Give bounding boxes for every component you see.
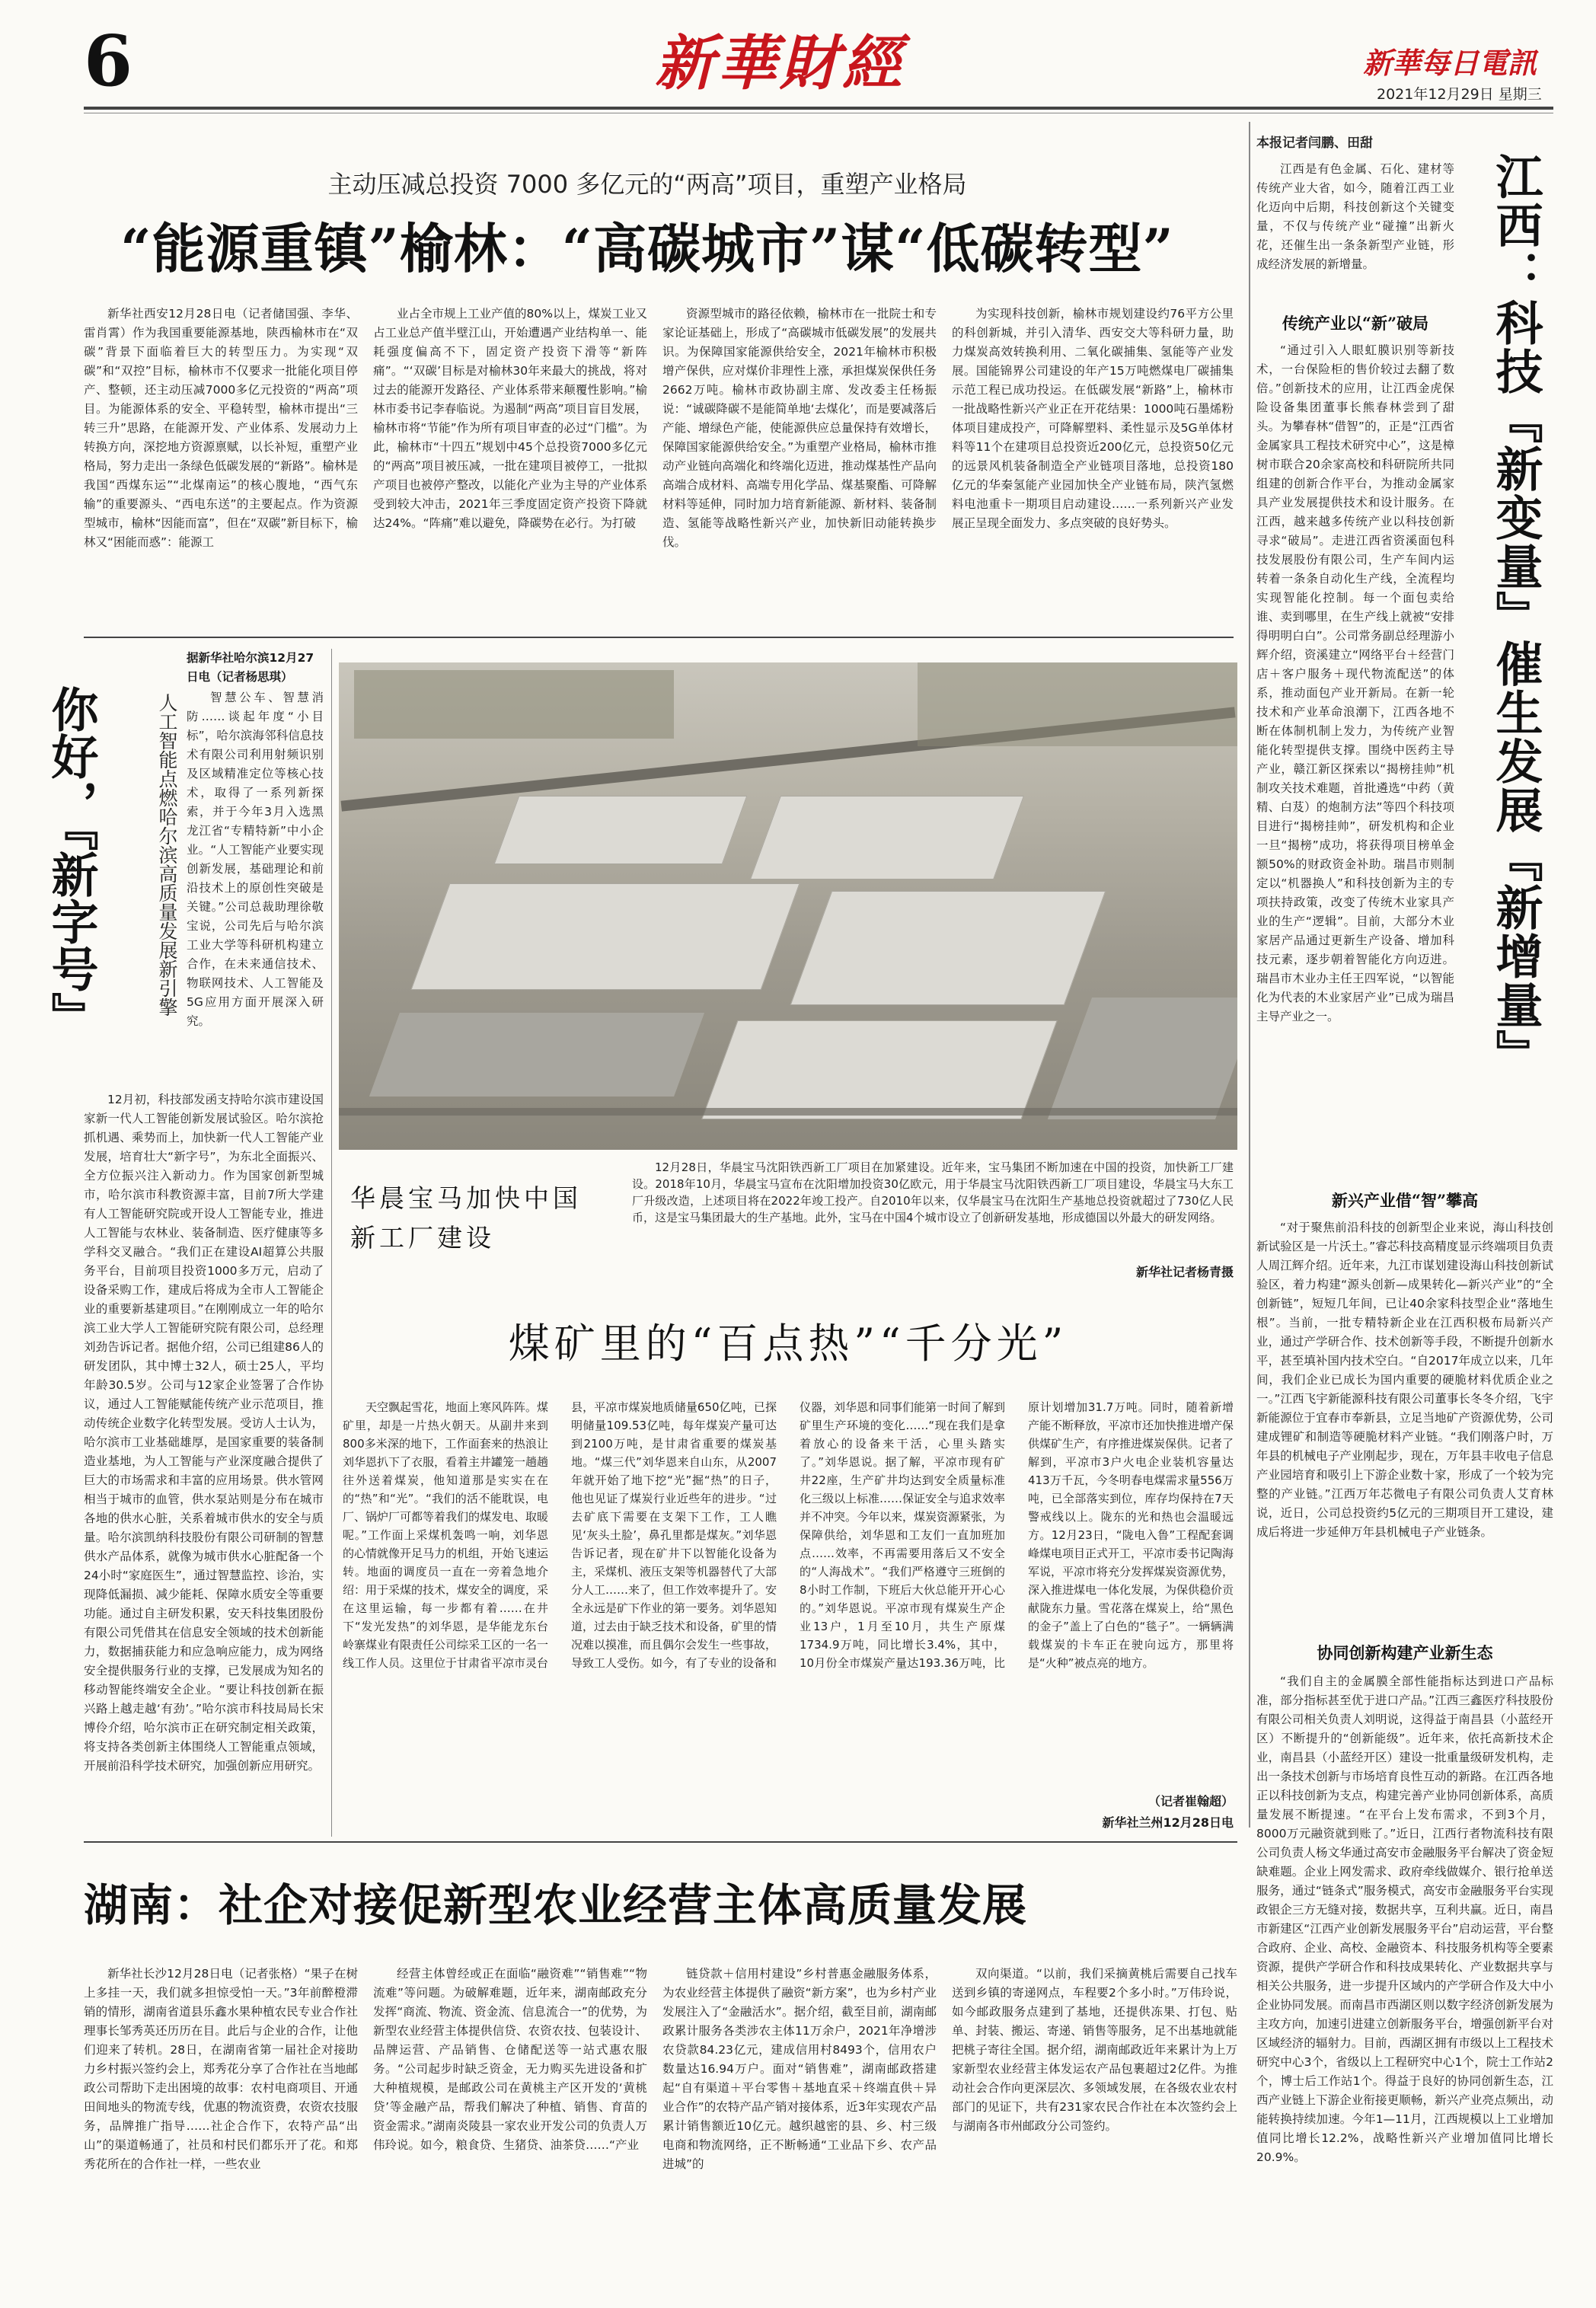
hunan-column-2: 经营主体曾经或正在面临“融资难”“销售难”“物流难”等问题。为破解难题，近年来，湖南邮政充分发挥“商流、物流、资金流、信息流合一”的优势，为新型农业经营主体提供信贷、农资农技、包装设计、品牌运营、产品销售、仓储配送等一站式惠农服务。“公司起步时缺乏资金，无力购买先进设备和扩大种植规模，是邮政公司在黄桃主产区开发的‘黄桃贷’等金融产品，帮我们解决了种植、销售、育苗的资金需求。”湖南炎陵县一家农业开发公司的负责人万伟玲说。如今，粮食贷、生猪贷、油茶贷……“产业 <box>373 1967 647 2152</box>
coal-credit: （记者崔翰超） <box>1148 1794 1234 1808</box>
coal-headline: 煤矿里的“百点热”“千分光” <box>508 1320 1068 1368</box>
harbin-dateline: 据新华社哈尔滨12月27日电（记者杨思琪） <box>187 651 314 684</box>
harbin-divider <box>331 649 332 1837</box>
jiangxi-subhead-2: 新兴产业借“智”攀高 <box>1331 1191 1479 1210</box>
lead-column-3: 资源型城市的路径依赖，榆林市在一批院士和专家论证基础上，形成了“高碳城市低碳发展”的发展共识。为保障国家能源供给安全，2021年榆林市积极增产保供，应对煤价非理性上涨，承担煤炭保供任务2662万吨。榆林市政协副主席、发改委主任杨振说：“诚碳降碳不是能简单地‘去煤化’，而是要减落后产能、增绿色产能，使能源供应总量保持有效增长，保障国家能源供给安全。”为重塑产业格局，榆林市推动产业链向高端化和终端化迈进，推动煤基性产品向高端合成材料、高端专用化学品、煤基聚酯、可降解材料等延伸，同时加力培育新能源、新材料、装备制造、氢能等战略性新兴产业，加快新旧动能转换步伐。 <box>662 307 937 549</box>
issue-date: 2021年12月29日 星期三 <box>1377 86 1542 103</box>
jiangxi-section-2-text: “对于聚焦前沿科技的创新型企业来说，海山科技创新试验区是一片沃土。”睿芯科技高精度显示终端项目负责人周江辉介绍。近年来，九江市谋划建设海山科技创新试验区，着力构建“源头创新—成果转化—新兴产业”的“全创新链”，短短几年间，已让40余家科技型企业“落地生根”。当前，一批专精特新企业在江西积极布局新兴产业，通过产学研合作、技术创新等手段，不断提升创新水平，甚至填补国内技术空白。“自2017年成立以来，几年间，我们企业已成长为国内重要的硬脆材料优质企业之一。”江西飞宇新能源科技有限公司董事长冬冬介绍，飞宇新能源位于宜春市奉新县，立足当地矿产资源优势，公司建成锂矿和制造等硬脆材料产业链。“我们刚落户时，万年县的机械电子产业刚起步，现在，万年县丰收电子信息产业园培育和吸引上下游企业数十家，形成了一个较为完整的产业链。”江西万年芯微电子有限公司负责人艾育林说，近日，公司总投资约5亿元的三期项目开工建设，建成后将进一步延伸万年县机械电子产业链条。 <box>1256 1221 1553 1539</box>
hunan-column-4: 双向渠道。“以前，我们采摘黄桃后需要自己找车送到乡镇的寄递网点，车程要2个多小时。”万伟玲说，如今邮政服务点建到了基地，还提供冻果、打包、贴单、封装、搬运、寄递、销售等服务，足不出基地就能把桃子寄往全国。据介绍，湖南邮政近年来累计为上万家新型农业经营主体发运农产品包裹超过2亿件。为推动社会合作向更深层次、多领域发展，在各级农业农村部门的见证下，共有231家农民合作社在本次签约会上与湖南各市州邮政分公司签约。 <box>952 1967 1237 2133</box>
masthead-rule <box>84 107 1553 110</box>
lead-column-2: 业占全市规上工业产值的80%以上，煤炭工业又占工业总产值半壁江山，开始遭遇产业结构单一、能耗强度偏高不下，固定资产投资下滑等“新阵痛”。“‘双碳’目标是对榆林30年来最大的挑战，将对过去的能源开发路径、产业体系带来颠覆性影响。”榆林市委书记李春临说。为遏制“两高”项目盲目发展，榆林市将“节能”作为所有项目审查的必过“门槛”。为此，榆林市“十四五”规划中45个总投资7000多亿元的“两高”项目被压减，一批在建项目被停工，一批拟产项目也被停产整改，以能化产业为主导的产业体系受到较大冲击，2021年三季度固定资产投资下降就达24%。“阵痛”难以避免，降碳势在必行。为打破 <box>373 307 647 530</box>
jiangxi-section-1-text: “通过引入人眼虹膜识别等新技术，一台保险柜的售价较过去翻了数倍。”创新技术的应用，让江西金虎保险设备集团董事长熊春林尝到了甜头。为攀春林“借智”的，正是“江西省金属家具工程技术研究中心”，这是樟树市联合20余家高校和科研院所共同组建的创新合作平台，为推动金属家具产业发展提供技术和设计服务。在江西，越来越多传统产业以科技创新寻求“破局”。走进江西省资溪面包科技发展股份有限公司，生产车间内运转着一条条自动化生产线，全流程均实现智能化控制。每一个面包卖给谁、卖到哪里，在生产线上就被“安排得明明白白”。公司常务副总经理游小辉介绍，资溪建立“网络平台＋经营门店＋客户服务＋现代物流配送”的体系，推动面包产业开新局。在新一轮技术和产业革命浪潮下，江西各地不断在体制机制上发力，为传统产业智能化转型提供支撑。围绕中医药主导产业，赣江新区探索以“揭榜挂帅”机制攻关技术难题，首批遴选“中药（黄精、白芨）的炮制方法”等四个科技项目进行“揭榜挂帅”，研发机构和企业一旦“揭榜”成功，将获得项目榜单金额50%的财政资金补助。瑞昌市则制定以“机器换人”和科技创新为主的专项扶持政策，改变了传统木业家具产业的生产“逻辑”。目前，大部分木业家居产品通过更新生产设备、增加科技元素，逐步朝着智能化方向迈进。瑞昌市木业办主任王四军说，“以智能化为代表的木业家居产业”已成为瑞昌主导产业之一。 <box>1256 343 1454 1023</box>
brand-logo: 新華每日電訊 <box>1363 46 1537 80</box>
coal-dateline: 新华社兰州12月28日电 <box>1102 1815 1234 1830</box>
jiangxi-subhead-3: 协同创新构建产业新生态 <box>1317 1643 1493 1662</box>
hunan-headline: 湖南：社企对接促新型农业经营主体高质量发展 <box>84 1879 1028 1931</box>
jiangxi-subhead-1: 传统产业以“新”破局 <box>1282 314 1429 333</box>
coal-body: 天空飘起雪花，地面上寒风阵阵。煤矿里，却是一片热火朝天。从副井来到800多米深的地下，工作面套来的热浪让刘华恩扒下了衣服，看着主井罐笼一趟趟往外送着煤炭，他知道那是实实在在的“热”和“光”。“我们的活不能耽误，电厂、锅炉厂可都等着我们的煤发电、取暖呢。”工作面上采煤机轰鸣一响，刘华恩的心情就像开足马力的机组，开始飞速运转。地面的调度员一直在一旁着急地介绍：用于采煤的技术，煤安全的调度，采在这里运输，每一步都有着……在井下“发光发热”的刘华恩，是华能龙东台岭寨煤业有限责任公司综采工区的一名一线工作人员。这里位于甘肃省平凉市灵台县，平凉市煤炭地质储量650亿吨，已探明储量109.53亿吨，每年煤炭产量可达到2100万吨，是甘肃省重要的煤炭基地。“煤三代”刘华恩来自山东，从2007年就开始了地下挖“光”掘“热”的日子，他也见证了煤炭行业近些年的进步。“过去矿底下需要在支架下工作，工人瞧见‘灰头土脸’，鼻孔里都是煤灰。”刘华恩告诉记者，现在矿井下以智能化设备为主，采煤机、液压支架等机器替代了大部分人工……来了，但工作效率提升了。安全永远是矿下作业的第一要务。刘华恩知道，过去由于缺乏技术和设备，矿里的情况难以摸准，而且偶尔会发生一些事故，导致工人受伤。如今，有了专业的设备和仪器，刘华恩和同事们能第一时间了解到矿里生产环境的变化……“现在我们是拿着放心的设备来干活，心里头踏实了。”刘华恩说。据了解，平凉市现有矿井22座，生产矿井均达到安全质量标准化三级以上标准……保证安全与追求效率并不冲突。今年以来，煤炭资源紧张，为保障供给，刘华恩和工友们一直加班加点……效率，不再需要用落后又不安全的“人海战术”。“我们严格遵守三班倒的8小时工作制，下班后大伙总能开开心心的。”刘华恩说。平凉市现有煤炭生产企业13户，1月至10月，共生产原煤1734.9万吨，同比增长3.4%，其中，10月份全市煤炭产量达193.36万吨，比原计划增加31.7万吨。同时，随着新增产能不断释放，平凉市还加快推进增产保供煤矿生产，有序推进煤炭保供。记者了解到，平凉市3户火电企业装机容量达413万千瓦，今冬明春电煤需求量556万吨，已全部落实到位，库存均保持在7天警戒线以上。陇东的光和热也会温暖远方。12月23日，“陇电入鲁”工程配套调峰煤电项目正式开工，平凉市委书记陶海军说，平凉市将充分发挥煤炭资源优势，深入推进煤电一体化发展，为保供稳价贡献陇东力量。雪花落在煤炭上，给“黑色的金子”盖上了白色的“毯子”。一辆辆满载煤炭的卡车正在驶向远方，那里将是“火种”被点亮的地方。 <box>343 1400 1234 1670</box>
section-title: 新華財經 <box>655 29 905 98</box>
photo-caption-title: 华晨宝马加快中国新工厂建设 <box>350 1183 582 1253</box>
lead-column-1: 新华社西安12月28日电（记者储国强、李华、雷肖霄）作为我国重要能源基地，陕西榆林市在“双碳”背景下面临着巨大的转型压力。为实现“双碳”和“双控”目标，榆林市不仅要求一批能化项目停产、整顿，还主动压减7000多亿元投资的“两高”项目。为能源体系的安全、平稳转型，榆林市提出“三转三升”思路，在能源开发、产业体系、发展动力上转换方向，深挖地方资源禀赋，以长补短，重塑产业格局，努力走出一条绿色低碳发展的“新路”。榆林是我国“西煤东运”“北煤南运”的核心腹地，“西气东输”的重要源头、“西电东送”的主要起点。作为资源型城市，榆林“因能而富”，但在“双碳”新目标下，榆林又“困能而惑”：能源工 <box>84 307 358 549</box>
harbin-text-bottom: 12月初，科技部发函支持哈尔滨市建设国家新一代人工智能创新发展试验区。哈尔滨抢抓机遇、乘势而上，加快新一代人工智能产业发展，培育壮大“新字号”，为东北全面振兴、全方位振兴注入新动力。作为国家创新型城市，哈尔滨市科教资源丰富，目前7所大学建有人工智能研究院或开设人工智能专业，推进人工智能与农林业、装备制造、医疗健康等多学科交叉融合。“我们正在建设AI超算公共服务平台，目前项目投资1000多万元，启动了设备采购工作，建成后将成为全市人工智能企业的重要新基建项目。”在刚刚成立一年的哈尔滨工业大学人工智能研究院有限公司，总经理刘劲告诉记者。据他介绍，公司已组建86人的研发团队，其中博士32人，硕士25人，平均年龄30.5岁。公司与12家企业签署了合作协议，通过人工智能赋能传统产业示范项目，推动传统企业数字化转型发展。受访人士认为，哈尔滨市工业基础雄厚，是国家重要的装备制造业基地，为人工智能与产业深度融合提供了巨大的市场需求和丰富的应用场景。供水管网相当于城市的血管，供水泵站则是分布在城市各地的供水心脏，关系着城市供水的安全与质量。哈尔滨凯纳科技股份有限公司研制的智慧供水产品体系，就像为城市供水心脏配备一个24小时“家庭医生”，通过智慧监控、诊治，实现降低漏损、减少能耗、保障水质安全等重要功能。通过自主研发积累，安天科技集团股份有限公司凭借其在信息安全领域的技术创新能力，数据捕获能力和应急响应能力，成为网络安全提供服务行业的支撑，已发展成为知名的移动智能终端安全企业。“要让科技创新在振兴路上越走越‘有劲’。”哈尔滨市科技局局长宋博伶介绍，哈尔滨市正在研究制定相关政策，将支持各类创新主体围绕人工智能重点领域，开展前沿科学技术研究，加强创新应用研究。 <box>84 1093 324 1773</box>
harbin-headline: 你好，『新字号』 <box>43 685 99 1039</box>
lead-kicker: 主动压减总投资 7000 多亿元的“两高”项目，重塑产业格局 <box>327 170 967 199</box>
hunan-column-1: 新华社长沙12月28日电（记者张格）“果子在树上多挂一天，我们就多担惊受怕一天。”3年前醉橙滞销的情形，湖南省道县乐鑫水果种植农民专业合作社理事长邹秀英还历历在目。此后与企业的合作，让他们迎来了转机。28日，在湖南省第一届社企对接助力乡村振兴签约会上，郑秀花分享了合作社在当地邮政公司帮助下走出困境的故事：农村电商项目、开通田间地头的物流专线，优惠的物流资费，农资农技服务，品牌推广指导……社企合作下，农特产品“出山”的渠道畅通了，社员和村民们都乐开了花。和郑秀花所在的合作社一样，一些农业 <box>84 1967 358 2171</box>
lead-headline: “能源重镇”榆林：“高碳城市”谋“低碳转型” <box>120 217 1174 280</box>
photo-credit: 新华社记者杨青摄 <box>1135 1265 1234 1279</box>
photo-caption: 12月28日，华晨宝马沈阳铁西新工厂项目在加紧建设。近年来，宝马集团不断加速在中国的投资，加快新工厂建设。2018年10月，华晨宝马宣布在沈阳增加投资30亿欧元，用于华晨宝马沈阳铁西新工厂项目建设，华晨宝马大东工厂升级改造，上述项目将在2022年竣工投产。自2010年以来，仅华晨宝马在沈阳生产基地总投资就超过了730亿人民币，这是宝马集团最大的生产基地。此外，宝马在中国4个城市设立了创新研发基地，形成德国以外最大的研发网络。 <box>632 1160 1234 1224</box>
jiangxi-divider <box>1249 122 1250 1828</box>
lead-column-4: 为实现科技创新，榆林市规划建设约76平方公里的科创新城，并引入清华、西安交大等科研力量，助力煤炭高效转换利用、二氧化碳捕集、氢能等产业发展。国能锦界公司建设的年产15万吨燃煤电厂碳捕集示范工程已成功投运。在低碳发展“新路”上，榆林市一批战略性新兴产业正在开花结果：1000吨石墨烯粉体项目建成投产，可降解塑料、柔性显示及5G单体材料等11个在建项目总投资近200亿元，总投资50亿元的远景风机装备制造全产业链项目落地，总投资180亿元的华秦氢能产业园加快全产业链布局，陕汽氢燃料电池重卡一期项目启动建设……一系列新兴产业发展正呈现全面发力、多点突破的良好势头。 <box>952 307 1234 530</box>
factory-aerial-photo <box>339 662 1237 1150</box>
jiangxi-section-3-text: “我们自主的金属膜全部性能指标达到进口产品标准，部分指标甚至优于进口产品。”江西三鑫医疗科技股份有限公司相关负责人刘明说，这得益于南昌县（小蓝经开区）不断提升的“创新能级”。近年来，依托高新技术企业，南昌县（小蓝经开区）建设一批重量级研发机构，走出一条技术创新与市场培育良性互动的新路。在江西各地正以科技创新为支点，构建完善产业协同创新体系，高质量发展不断提速。“在平台上发布需求，不到3个月，8000万元融资就到账了。”近日，江西行者物流科技有限公司负责人杨文华通过高安市金融服务平台解决了资金短缺难题。企业上网发需求、政府牵线做媒介、银行抢单送服务，通过“链条式”服务模式，高安市金融服务平台实现政银企三方无缝对接，数据共享，互利共赢。近日，南昌市新建区“江西产业创新发展服务平台”启动运营，平台整合政府、企业、高校、金融资本、科技服务机构等全要素资源，提供产学研合作和科技成果转化、产业数据共享与相关公共服务，进一步提升区域内的产学研合作及大中小企业协同发展。而南昌市西湖区则以数字经济创新发展为主攻方向，加速引进建立创新服务平台，增强创新平台对区域经济的辐射力。目前，西湖区拥有市级以上工程技术研究中心3个，省级以上工程研究中心1个，院士工作站2个，博士后工作站1个。得益于良好的协同创新生态，江西产业链上下游企业衔接更顺畅，新兴产业亮点频出，动能转换持续加速。今年1—11月，江西规模以上工业增加值同比增长12.2%，战略性新兴产业增加值同比增长20.9%。 <box>1256 1674 1553 2164</box>
harbin-text-top: 智慧公车、智慧消防……谈起年度“小目标”，哈尔滨海邻科信息技术有限公司利用射频识别及区域精准定位等核心技术，取得了一系列新探索，并于今年3月入选黑龙江省“专精特新”中小企业。“人工智能产业要实现创新发展，基础理论和前沿技术上的原创性突破是关键。”公司总裁助理徐敬宝说，公司先后与哈尔滨工业大学等科研机构建立合作，在未来通信技术、物联网技术、人工智能及5G应用方面开展深入研究。 <box>187 691 324 1028</box>
jiangxi-headline: 江西：科技『新变量』催生发展『新增量』 <box>1488 152 1543 1078</box>
hunan-top-rule <box>84 1841 1237 1843</box>
hunan-column-3: 链贷款＋信用村建设”乡村普惠金融服务体系，为农业经营主体提供了融资“新方案”，也为乡村产业发展注入了“金融活水”。据介绍，截至目前，湖南邮政累计服务各类涉农主体11万余户，2021年净增涉农贷款84.23亿元，建成信用村8493个，信用农户数量达16.94万户。面对“销售难”，湖南邮政搭建起“自有渠道＋平台零售＋基地直采＋终端直供＋异业合作”的农特产品产销对接体系，近3年实现农产品累计销售额近10亿元。越织越密的县、乡、村三级电商和物流网络，正不断畅通“工业品下乡、农产品进城”的 <box>662 1967 937 2171</box>
page-number: 6 <box>84 20 133 102</box>
jiangxi-byline: 本报记者闫鹏、田甜 <box>1256 136 1373 151</box>
harbin-subheadline: 人工智能点燃哈尔滨高质量发展新引擎 <box>156 693 178 1017</box>
jiangxi-intro: 江西是有色金属、石化、建材等传统产业大省，如今，随着江西工业化迈向中后期，科技创新这个关键变量，不仅与传统产业“碰撞”出新火花，还催生出一条条新型产业链，形成经济发展的新增量。 <box>1256 162 1454 271</box>
lead-bottom-rule <box>84 637 1234 638</box>
